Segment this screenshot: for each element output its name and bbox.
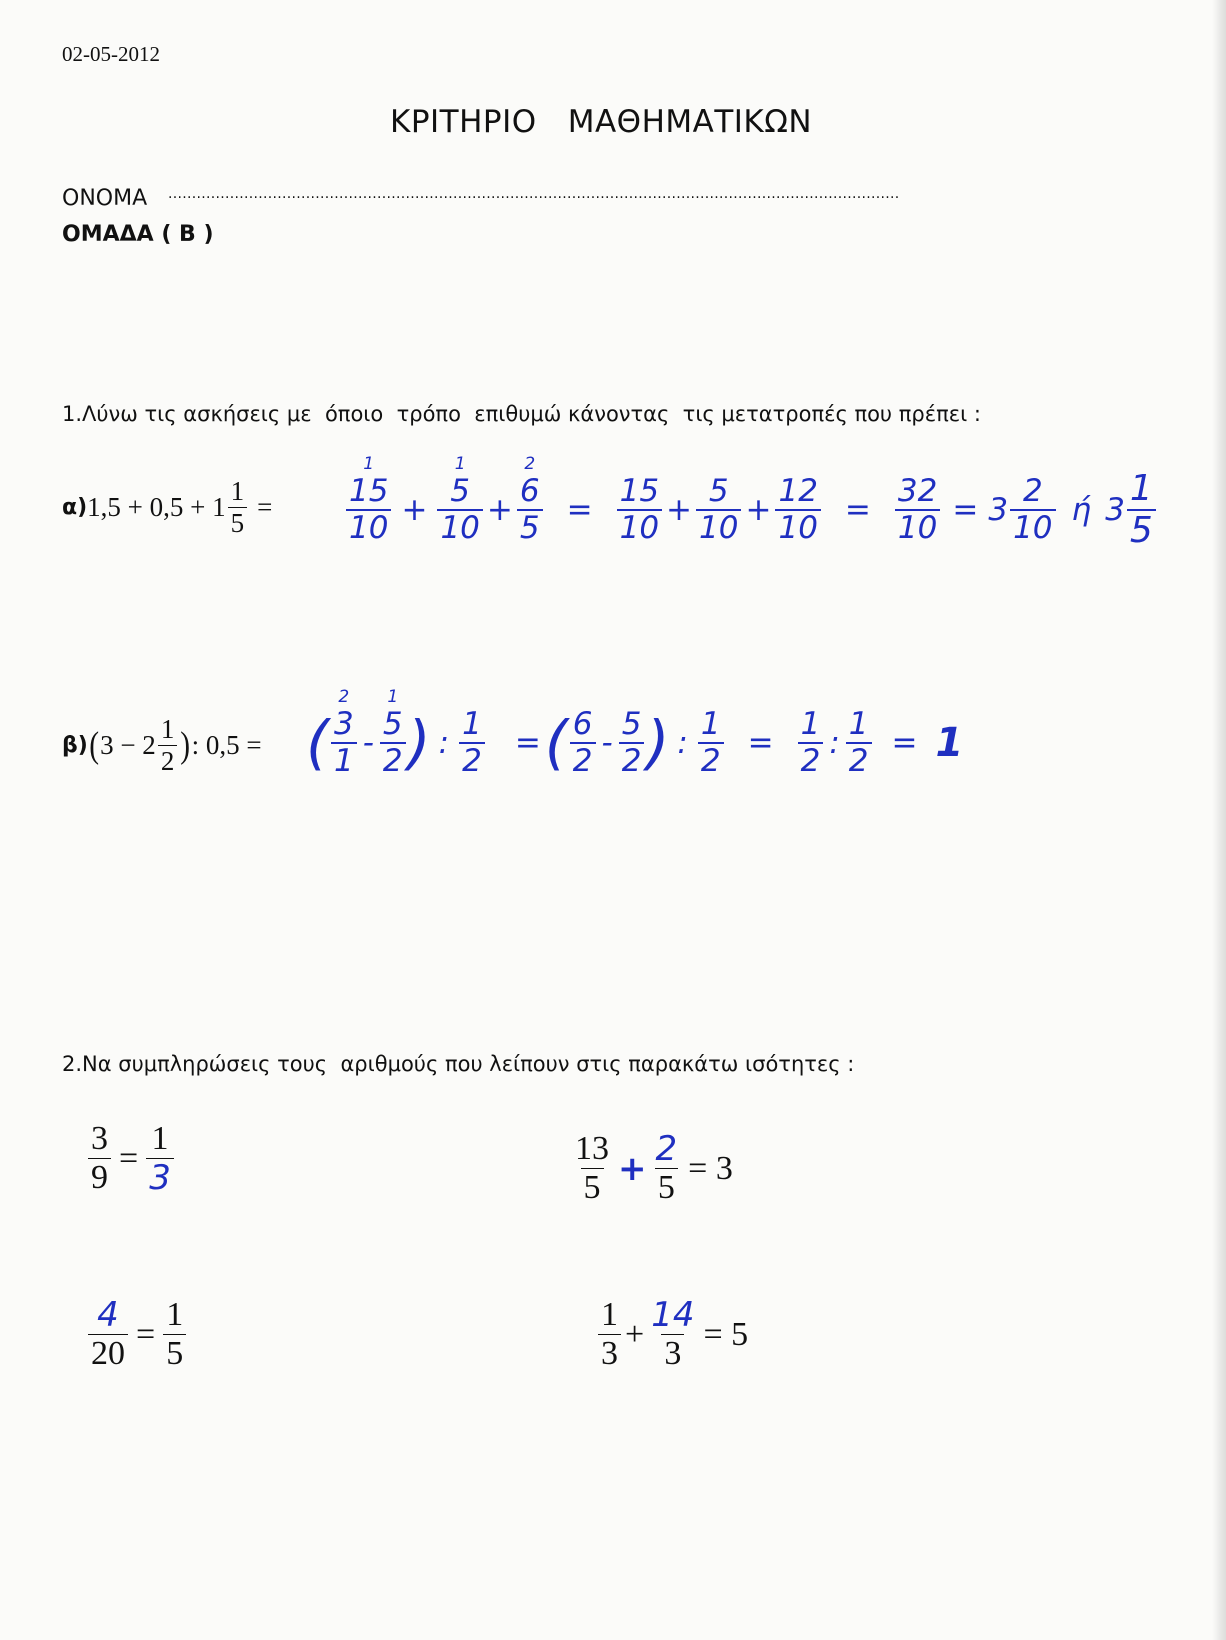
hw-frac-num: 14 <box>651 1295 695 1335</box>
hw-whole: 3 <box>988 492 1009 528</box>
frac <box>648 1295 697 1372</box>
hw-equals: = <box>891 725 918 761</box>
hw-num: 1 <box>462 706 482 742</box>
q1b-mixed-fraction <box>158 713 178 776</box>
hw-frac-num: 2 <box>655 1129 678 1169</box>
hw-open-paren: ( <box>306 707 329 777</box>
page-title: ΚΡΙΤΗΡΙΟ ΜΑΘΗΜΑΤΙΚΩΝ <box>390 104 813 140</box>
hw-frac <box>617 473 662 546</box>
frac-den: 20 <box>88 1334 128 1371</box>
hw-den: 2 <box>698 742 724 777</box>
hw-plus: + <box>486 492 513 528</box>
hw-den: 1 <box>331 742 357 777</box>
hw-frac-den: 3 <box>146 1158 174 1195</box>
q1a-equals: = <box>257 491 273 522</box>
hw-den: 5 <box>517 509 543 544</box>
hw-den: 2 <box>459 742 485 777</box>
q1b-open-paren: ( <box>89 723 99 765</box>
frac <box>163 1298 186 1371</box>
name-label: ΟΝΟΜΑ <box>62 186 148 211</box>
hw-frac <box>517 453 543 546</box>
hw-num: 15 <box>349 473 389 509</box>
hw-mark: 2 <box>338 686 350 707</box>
hw-mark: 1 <box>387 686 399 707</box>
hw-mark: 1 <box>454 453 466 474</box>
hw-den: 10 <box>346 509 391 544</box>
hw-mark: 2 <box>524 453 536 474</box>
frac-den: 5 <box>655 1168 678 1205</box>
hw-frac <box>346 453 391 546</box>
hw-den: 2 <box>570 742 596 777</box>
q1a-printed <box>62 462 272 552</box>
hw-num: 1 <box>1129 468 1153 509</box>
hw-frac <box>895 473 940 546</box>
hw-num: 5 <box>621 706 642 742</box>
hw-num: 32 <box>897 473 938 509</box>
hw-equals: = <box>844 492 871 528</box>
q1a-frac-den: 5 <box>228 507 248 537</box>
frac-den: 3 <box>661 1334 684 1371</box>
frac-den: 5 <box>581 1168 604 1205</box>
hw-equals: = <box>747 725 774 761</box>
frac <box>88 1122 111 1195</box>
q2-equation-1 <box>86 1120 176 1198</box>
q1a-frac-num: 1 <box>230 475 245 506</box>
group-label: ΟΜΑΔΑ ( Β ) <box>62 222 214 247</box>
hw-mark: 1 <box>363 453 375 474</box>
hw-den: 2 <box>619 742 645 777</box>
hw-den: 10 <box>617 509 662 544</box>
hw-colon: : <box>829 725 840 761</box>
name-dotted-line: .......................................................................................................................................................... <box>168 186 900 202</box>
frac <box>572 1132 612 1205</box>
hw-frac-num: 4 <box>97 1295 119 1335</box>
hw-frac <box>331 686 357 779</box>
hw-frac <box>380 686 406 779</box>
hw-den: 10 <box>1010 509 1055 544</box>
hw-equals: = <box>566 492 593 528</box>
q1b-frac-num: 1 <box>160 713 175 744</box>
q1b-frac-den: 2 <box>158 745 178 775</box>
hw-frac <box>459 706 485 779</box>
hw-num: 12 <box>778 473 818 509</box>
hw-frac <box>775 473 820 546</box>
q1b-inner: 3 − 2 <box>100 729 156 760</box>
q1b-handwritten-solution <box>306 688 963 798</box>
hw-plus: + <box>666 492 693 528</box>
hw-den: 10 <box>437 509 482 544</box>
hw-plus: + <box>745 492 772 528</box>
q2-equation-2 <box>570 1129 733 1206</box>
q1b-label: β) <box>62 732 88 758</box>
hw-minus: - <box>362 725 374 761</box>
frac <box>146 1120 174 1198</box>
hw-num: 5 <box>382 706 403 742</box>
hw-den: 5 <box>1127 509 1156 549</box>
frac-num: 1 <box>151 1120 169 1157</box>
hw-frac <box>846 706 872 779</box>
q1a-expr: 1,5 + 0,5 + 1 <box>87 491 226 522</box>
q1a-mixed-fraction <box>228 475 248 538</box>
frac <box>88 1295 128 1372</box>
hw-den: 2 <box>798 742 824 777</box>
frac-num: 3 <box>91 1120 108 1157</box>
q1b-close-paren: ) <box>180 723 191 765</box>
hw-close-paren: ) <box>646 707 670 777</box>
hw-equals: = <box>952 492 979 528</box>
hw-den: 10 <box>775 509 820 544</box>
hw-frac <box>619 706 645 779</box>
q1b-tail: : 0,5 = <box>191 729 262 760</box>
rhs: = 3 <box>688 1149 733 1187</box>
hw-num: 2 <box>1022 473 1043 509</box>
date: 02-05-2012 <box>62 42 160 66</box>
frac <box>653 1129 681 1206</box>
q1-prompt: 1.Λύνω τις ασκήσεις με όποιο τρόπο επιθυμώ κάνοντας τις μετατροπές που πρέπει : <box>62 402 981 426</box>
hw-num: 6 <box>519 473 540 509</box>
frac <box>598 1298 621 1371</box>
q2-prompt: 2.Να συμπληρώσεις τους αριθμούς που λείπουν στις παρακάτω ισότητες : <box>62 1052 855 1076</box>
frac-den: 9 <box>88 1158 111 1195</box>
hw-result: 1 <box>935 720 964 766</box>
q2-equation-4 <box>596 1295 749 1372</box>
frac-num: 13 <box>575 1130 609 1167</box>
hw-num: 1 <box>700 706 721 742</box>
q2-equation-3 <box>86 1295 188 1372</box>
equals: = <box>136 1315 156 1353</box>
hw-frac <box>798 706 824 779</box>
hw-open-paren: ( <box>544 707 568 777</box>
scan-edge-shadow <box>1212 0 1226 1640</box>
hw-colon: : <box>677 725 688 761</box>
hw-or: ή <box>1071 492 1092 528</box>
frac-num: 1 <box>166 1296 184 1333</box>
hw-frac <box>437 453 482 546</box>
hw-frac <box>698 706 724 779</box>
hw-den: 10 <box>696 509 741 544</box>
hw-close-paren: ) <box>407 707 431 777</box>
hw-minus: - <box>601 725 613 761</box>
hw-den: 10 <box>895 509 940 544</box>
hw-frac <box>570 706 596 779</box>
q1a-label: α) <box>62 494 88 520</box>
equals: = <box>119 1139 139 1177</box>
frac-num: 1 <box>601 1296 618 1333</box>
q1b-printed <box>62 700 262 790</box>
hw-num: 6 <box>572 706 593 742</box>
frac-den: 3 <box>598 1334 621 1371</box>
hw-num: 1 <box>848 706 869 742</box>
hw-den: 2 <box>380 742 406 777</box>
hw-equals: = <box>514 725 541 761</box>
plus: + <box>625 1315 645 1353</box>
hw-num: 1 <box>800 706 821 742</box>
hw-num: 15 <box>619 473 660 509</box>
rhs: = 5 <box>703 1315 749 1353</box>
hw-frac <box>1127 468 1156 551</box>
hw-den: 2 <box>846 742 872 777</box>
hw-num: 5 <box>708 473 729 509</box>
hw-plus: + <box>618 1148 647 1189</box>
q1a-handwritten-solution <box>344 455 1158 565</box>
hw-plus: + <box>401 492 428 528</box>
hw-frac <box>1010 473 1055 546</box>
hw-num: 5 <box>450 473 471 509</box>
frac-den: 5 <box>163 1334 186 1371</box>
hw-num: 3 <box>333 706 354 742</box>
hw-frac <box>696 473 741 546</box>
hw-whole: 3 <box>1105 492 1125 528</box>
hw-colon: : <box>438 725 450 761</box>
